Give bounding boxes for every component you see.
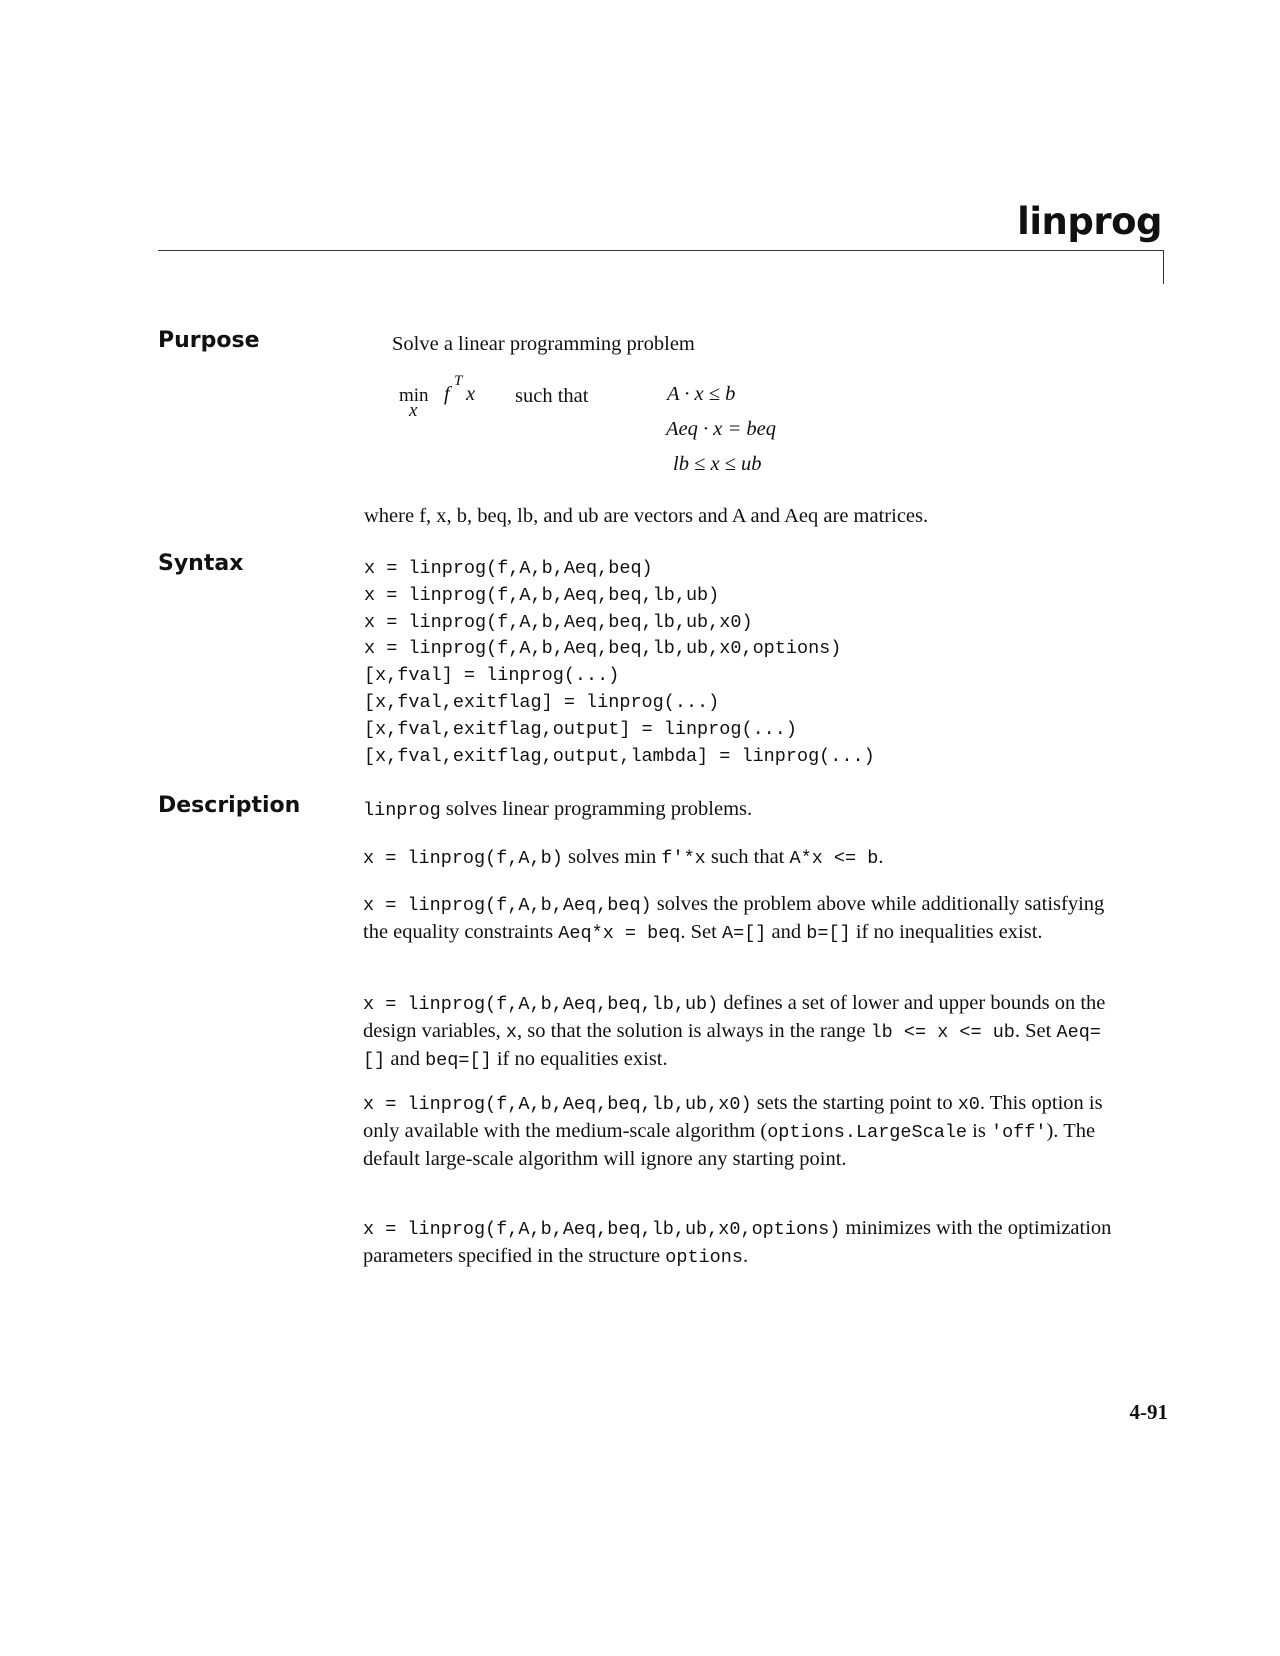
description-paragraph-1: linprog solves linear programming problems. bbox=[363, 798, 753, 821]
page-number: 4-91 bbox=[1129, 1400, 1168, 1424]
description-paragraph-3: x = linprog(f,A,b,Aeq,beq) solves the problem above while additionally satisfying the equality constraints Aeq*x = beq. Set A=[] and b=[] if no inequalities exist. bbox=[363, 893, 1105, 944]
description-paragraph-2: x = linprog(f,A,b) solves min f'*x such that A*x <= b. bbox=[363, 846, 884, 869]
min-variable: x bbox=[409, 400, 418, 421]
syntax-heading: Syntax bbox=[158, 551, 244, 576]
purpose-heading: Purpose bbox=[158, 328, 260, 353]
header-rule bbox=[158, 250, 1164, 251]
header-rule-tick bbox=[1163, 250, 1164, 284]
objective-f: f bbox=[444, 383, 450, 405]
syntax-line: x = linprog(f,A,b,Aeq,beq,lb,ub) bbox=[364, 584, 720, 606]
syntax-line: [x,fval] = linprog(...) bbox=[364, 665, 620, 687]
objective-x: x bbox=[466, 383, 476, 405]
description-paragraph-4: x = linprog(f,A,b,Aeq,beq,lb,ub) defines a set of lower and upper bounds on the design variables, x, so that the solution is always in the range lb <= x <= ub. Set Aeq=[] and beq=[] if no equalities exist. bbox=[363, 992, 1106, 1071]
syntax-line: x = linprog(f,A,b,Aeq,beq,lb,ub,x0) bbox=[364, 611, 753, 633]
page-title: linprog bbox=[1017, 200, 1162, 243]
syntax-block bbox=[364, 556, 875, 770]
objective-transpose: T bbox=[454, 373, 463, 389]
such-that-label: such that bbox=[515, 385, 589, 407]
constraint-equality: Aeq · x = beq bbox=[666, 418, 777, 440]
syntax-line: x = linprog(f,A,b,Aeq,beq,lb,ub,x0,options) bbox=[364, 638, 842, 660]
min-operator: min bbox=[399, 385, 429, 406]
syntax-line: [x,fval,exitflag,output,lambda] = linprog(...) bbox=[364, 745, 875, 767]
description-paragraph-6: x = linprog(f,A,b,Aeq,beq,lb,ub,x0,options) minimizes with the optimization parameters specified in the structure options. bbox=[363, 1217, 1112, 1268]
description-paragraph-5: x = linprog(f,A,b,Aeq,beq,lb,ub,x0) sets the starting point to x0. This option is only available with the medium-scale algorithm (options.LargeScale is 'off'). The default large-scale algorithm will ignore any starting point. bbox=[363, 1092, 1103, 1170]
constraint-inequality: A · x ≤ b bbox=[667, 383, 736, 405]
syntax-line: [x,fval,exitflag,output] = linprog(...) bbox=[364, 718, 797, 740]
syntax-line: x = linprog(f,A,b,Aeq,beq) bbox=[364, 558, 653, 579]
constraint-bounds: lb ≤ x ≤ ub bbox=[673, 453, 762, 475]
syntax-line: [x,fval,exitflag] = linprog(...) bbox=[364, 691, 720, 713]
purpose-summary: Solve a linear programming problem bbox=[392, 333, 695, 355]
description-heading: Description bbox=[158, 793, 301, 818]
purpose-where-text: where f, x, b, beq, lb, and ub are vectors and A and Aeq are matrices. bbox=[364, 505, 929, 527]
